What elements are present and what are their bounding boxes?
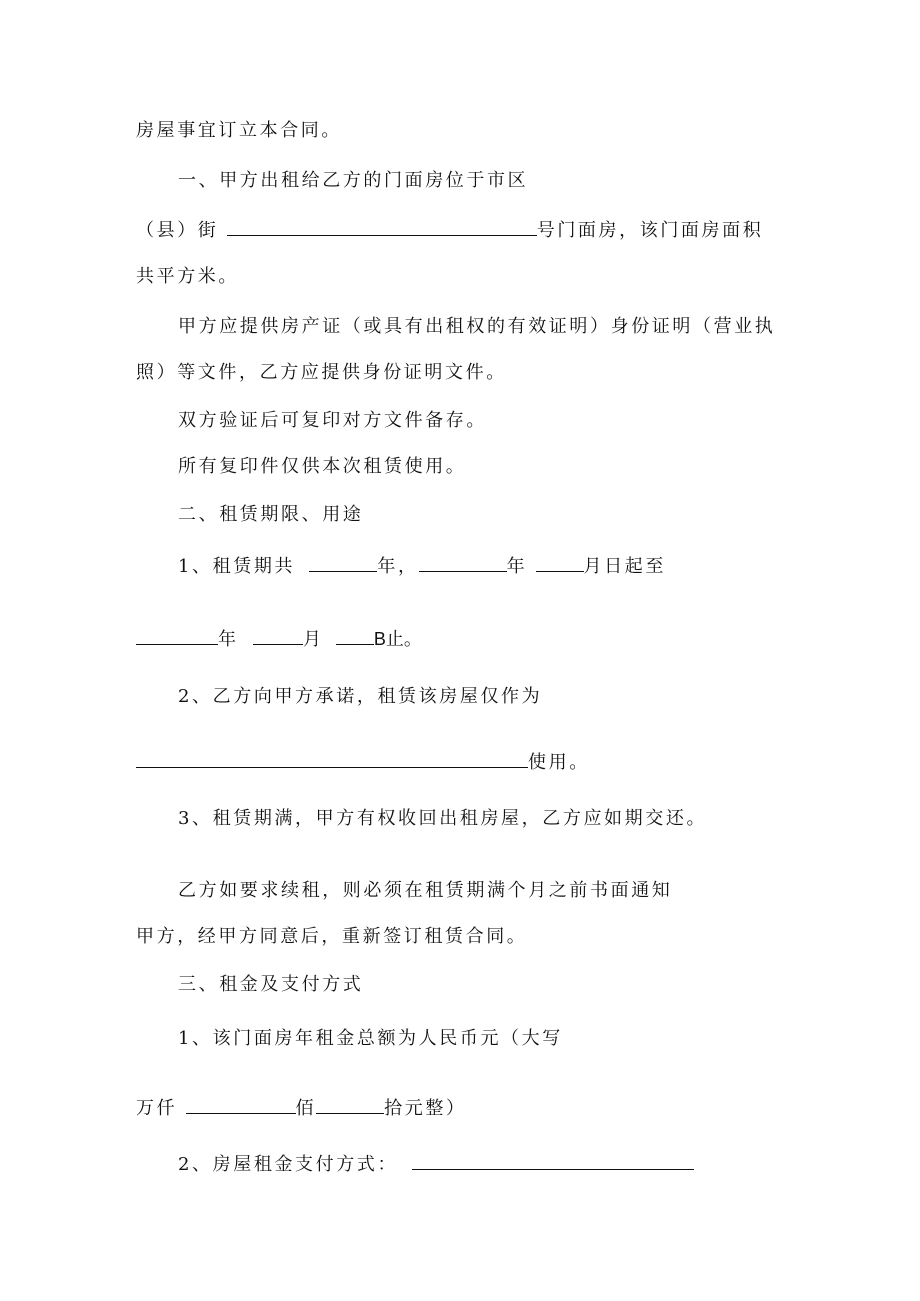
- payment-method-line: 2、房屋租金支付方式：: [178, 1152, 694, 1178]
- payment-method-blank: [412, 1152, 694, 1170]
- lease-expiry-paragraph: 3、租赁期满，甲方有权收回出租房屋，乙方应如期交还。: [178, 808, 708, 829]
- renewal-paragraph-line-1: 乙方如要求续租，则必须在租赁期满个月之前书面通知: [178, 880, 673, 901]
- clause-3-heading: 三、租金及支付方式: [178, 974, 364, 995]
- lease-term-line-2: 年 月 B止。: [136, 626, 422, 653]
- clause-1-address-line: （县）街 号门面房，该门面房面积: [136, 220, 764, 241]
- end-month-blank: [253, 627, 303, 645]
- usage-commitment-line: 2、乙方向甲方承诺，租赁该房屋仅作为: [178, 686, 543, 707]
- start-year-blank: [419, 554, 507, 572]
- clause-2-heading: 二、租赁期限、用途: [178, 504, 364, 525]
- annual-rent-line: 1、该门面房年租金总额为人民币元（大写: [178, 1028, 563, 1049]
- lease-term-line-1: 1、租赁期共 年， 年 月日起至: [178, 556, 666, 577]
- thousands-blank: [186, 1096, 296, 1114]
- term-years-blank: [309, 554, 377, 572]
- clause-1-heading: 一、甲方出租给乙方的门面房位于市区: [178, 170, 529, 191]
- end-year-blank: [136, 627, 218, 645]
- documents-paragraph-line-2: 照）等文件，乙方应提供身份证明文件。: [136, 362, 507, 383]
- clause-1-area-line: 共平方米。: [136, 266, 239, 287]
- hundreds-blank: [316, 1096, 384, 1114]
- usage-blank-line: 使用。: [136, 750, 590, 776]
- renewal-paragraph-line-2: 甲方，经甲方同意后，重新签订租赁合同。: [136, 926, 528, 947]
- end-day-blank: [336, 627, 374, 645]
- paragraph-intro-end: 房屋事宜订立本合同。: [136, 120, 342, 141]
- usage-blank: [136, 750, 528, 768]
- documents-paragraph-line-1: 甲方应提供房产证（或具有出租权的有效证明）身份证明（营业执: [178, 316, 776, 337]
- verification-paragraph: 双方验证后可复印对方文件备存。: [178, 410, 487, 431]
- start-month-blank: [536, 554, 584, 572]
- copies-paragraph: 所有复印件仅供本次租赁使用。: [178, 456, 467, 477]
- street-blank: [227, 218, 537, 236]
- rent-in-words-line: 万仟 佰 拾元整）: [136, 1098, 467, 1119]
